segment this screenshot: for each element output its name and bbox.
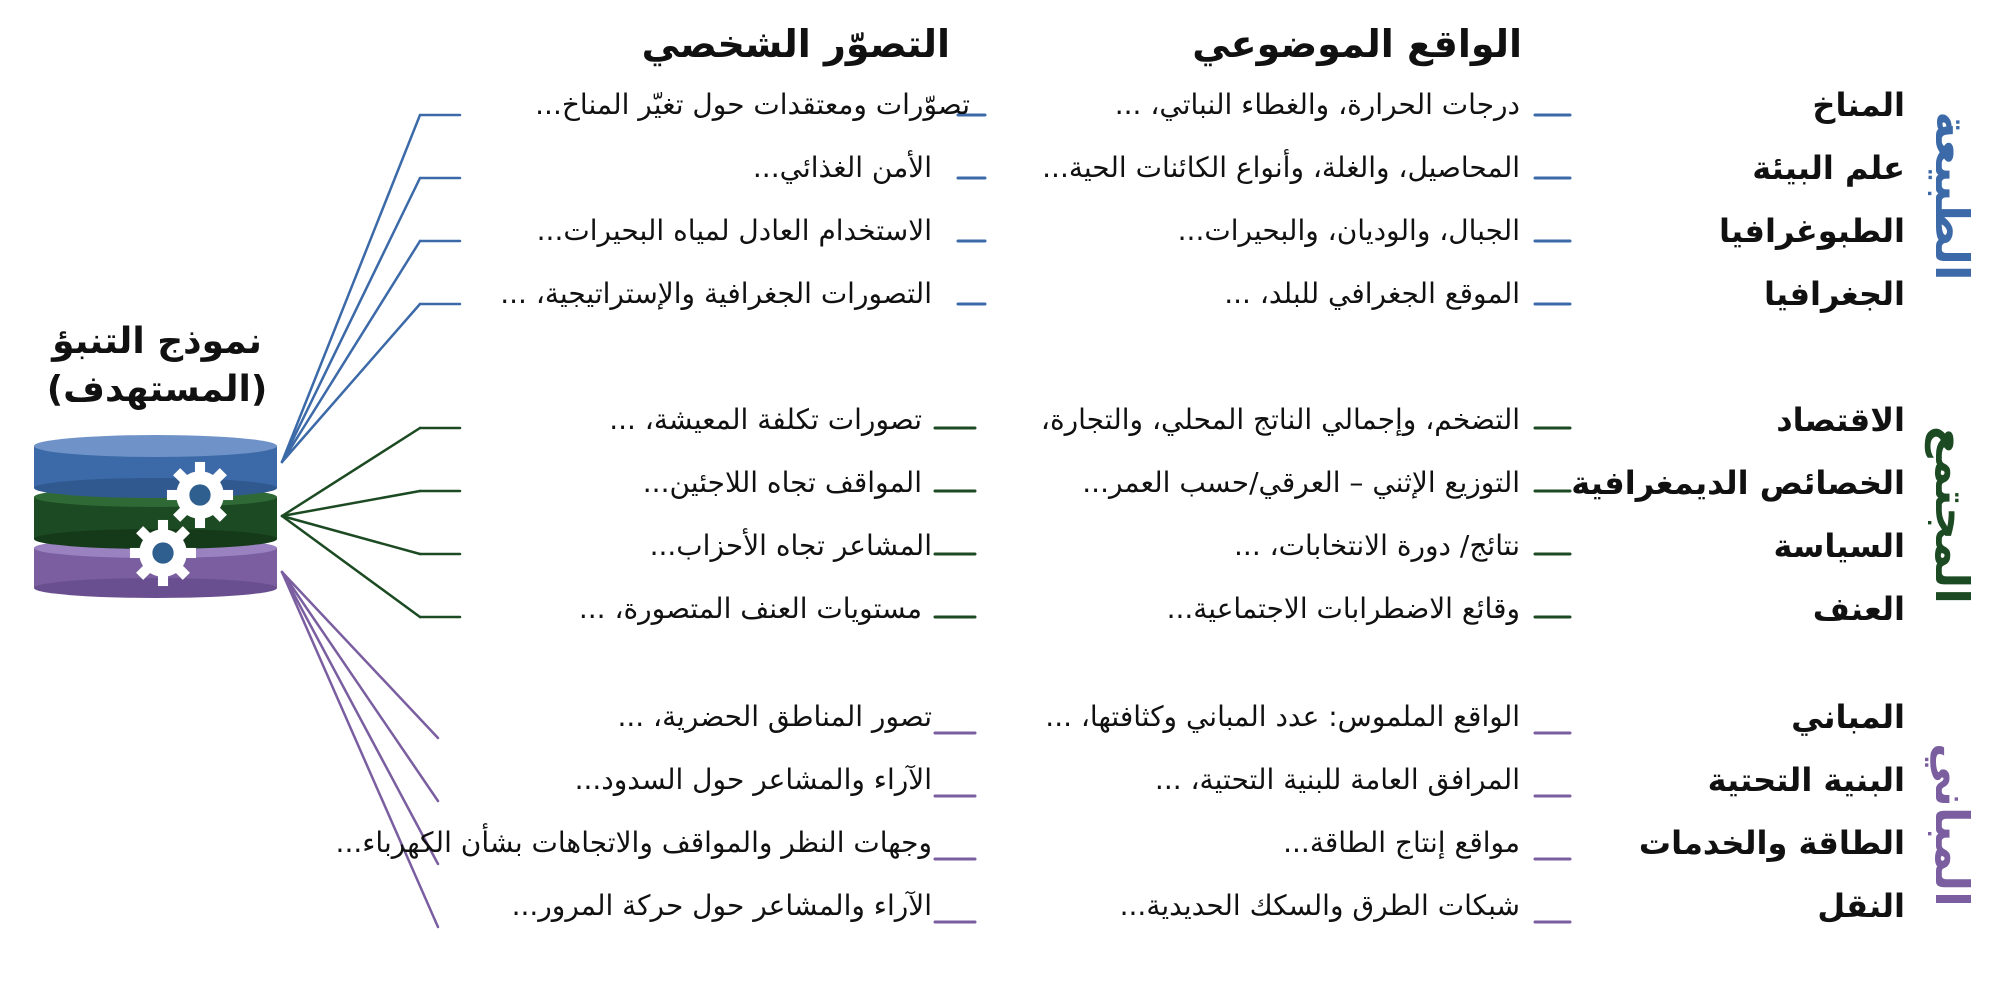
category-label: الطبوغرافيا — [1718, 212, 1905, 250]
personal-perception-text: المواقف تجاه اللاجئين... — [642, 466, 922, 499]
header-personal-perception: التصوّر الشخصي — [641, 22, 950, 66]
objective-reality-text: الجبال، والوديان، والبحيرات... — [1177, 214, 1520, 247]
personal-perception-text: تصور المناطق الحضرية، ... — [617, 700, 932, 733]
category-label: علم البيئة — [1752, 149, 1905, 187]
personal-perception-text: الآراء والمشاعر حول حركة المرور... — [511, 889, 932, 922]
objective-reality-text: الموقع الجغرافي للبلد، ... — [1224, 277, 1520, 310]
objective-reality-text: نتائج/ دورة الانتخابات، ... — [1234, 529, 1520, 562]
personal-perception-text: المشاعر تجاه الأحزاب... — [649, 529, 932, 562]
category-label: الاقتصاد — [1776, 401, 1905, 439]
category-label: المناخ — [1812, 86, 1905, 124]
objective-reality-text: وقائع الاضطرابات الاجتماعية... — [1166, 592, 1520, 625]
group-label-society: المجتمع — [1925, 425, 1979, 605]
objective-reality-text: درجات الحرارة، والغطاء النباتي، ... — [1114, 88, 1520, 121]
category-label: العنف — [1812, 590, 1905, 628]
objective-reality-text: شبكات الطرق والسكك الحديدية... — [1119, 889, 1520, 922]
objective-reality-text: الواقع الملموس: عدد المباني وكثافتها، ... — [1045, 700, 1520, 733]
gear-hole — [152, 542, 173, 563]
group-label-nature: الطبيعة — [1925, 111, 1979, 281]
category-label: الطاقة والخدمات — [1638, 824, 1905, 862]
category-label: السياسة — [1773, 527, 1905, 565]
personal-perception-text: الاستخدام العادل لمياه البحيرات... — [536, 214, 932, 247]
header-objective-reality: الواقع الموضوعي — [1192, 22, 1522, 66]
objective-reality-text: المرافق العامة للبنية التحتية، ... — [1154, 763, 1520, 796]
connector-fan-line — [282, 516, 420, 554]
connector-fan-line — [282, 241, 420, 462]
personal-perception-text: مستويات العنف المتصورة، ... — [578, 592, 922, 625]
objective-reality-text: مواقع إنتاج الطاقة... — [1283, 826, 1520, 859]
prediction-model-title — [22, 318, 292, 414]
gear-shape — [130, 520, 196, 586]
personal-perception-text: تصورات تكلفة المعيشة، ... — [609, 403, 922, 436]
category-label: البنية التحتية — [1707, 761, 1905, 799]
connector-fan-line — [282, 572, 438, 801]
connector-fan-line — [282, 572, 438, 927]
database-layer-buildings-base — [34, 578, 277, 598]
connector-fan-line — [282, 304, 420, 462]
gear-hole — [189, 484, 210, 505]
category-label: الخصائص الديمغرافية — [1571, 464, 1905, 502]
personal-perception-text: التصورات الجغرافية والإستراتيجية، ... — [500, 277, 932, 310]
personal-perception-text: الأمن الغذائي... — [752, 151, 932, 184]
personal-perception-text: تصوّرات ومعتقدات حول تغيّر المناخ... — [535, 88, 970, 121]
connector-fan-line — [282, 178, 420, 462]
database-layer-nature-top — [34, 435, 277, 457]
connector-fan-line — [282, 572, 438, 738]
category-label: الجغرافيا — [1763, 275, 1905, 313]
gear-shape — [167, 462, 233, 528]
objective-reality-text: التضخم، وإجمالي الناتج المحلي، والتجارة، — [1040, 403, 1520, 436]
objective-reality-text: التوزيع الإثني – العرقي/حسب العمر... — [1082, 466, 1520, 499]
personal-perception-text: وجهات النظر والمواقف والاتجاهات بشأن الكهرباء... — [335, 826, 932, 859]
prediction-model-title-line1: نموذج التنبؤ — [52, 321, 262, 362]
category-label: المباني — [1791, 698, 1905, 736]
database-layer-nature-base — [34, 478, 277, 498]
group-label-buildings: المباني — [1925, 743, 1979, 907]
personal-perception-text: الآراء والمشاعر حول السدود... — [574, 763, 932, 796]
connector-fan-line — [282, 572, 438, 864]
objective-reality-text: المحاصيل، والغلة، وأنواع الكائنات الحية... — [1042, 151, 1520, 184]
connector-fan-line — [282, 115, 420, 462]
category-label: النقل — [1817, 887, 1905, 925]
prediction-model-title-line2: (المستهدف) — [46, 369, 268, 410]
